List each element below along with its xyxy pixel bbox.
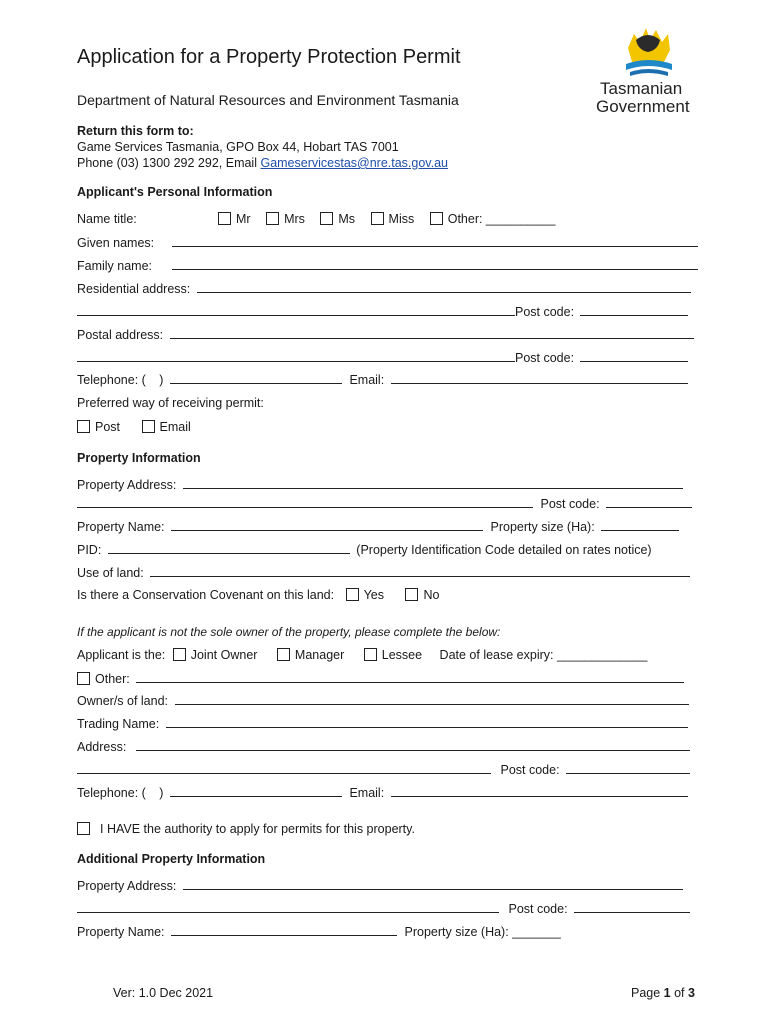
role-lessee-option[interactable] — [364, 648, 422, 662]
use-of-land-row — [77, 565, 690, 580]
page-prefix: Page — [631, 986, 664, 1000]
role-joint-owner-checkbox[interactable] — [173, 648, 186, 661]
owner-postcode-label: Post code: — [500, 763, 560, 777]
title-mrs-option[interactable] — [266, 212, 305, 226]
title-mrs-checkbox[interactable] — [266, 212, 279, 225]
role-other-field[interactable] — [136, 671, 684, 683]
authority-checkbox[interactable] — [77, 822, 90, 835]
residential-address-field[interactable] — [197, 281, 691, 293]
postal-postcode-label: Post code: — [515, 351, 575, 365]
page-current: 1 — [663, 986, 671, 1000]
department-name: Department of Natural Resources and Environment Tasmania — [77, 92, 459, 108]
pid-label: PID: — [77, 543, 102, 557]
owner-address-line2-field[interactable] — [77, 762, 491, 774]
role-joint-owner-label: Joint Owner — [190, 648, 258, 662]
postal-address-line2-field[interactable] — [77, 350, 515, 362]
covenant-no-label: No — [423, 588, 440, 602]
property-name-row — [77, 519, 679, 534]
additional-size-label: Property size (Ha): _______ — [404, 925, 561, 939]
preferred-permit-label: Preferred way of receiving permit: — [77, 396, 264, 410]
postal-postcode-row — [77, 350, 688, 365]
owner-telephone-label: Telephone: ( — [77, 786, 146, 800]
additional-address-line2-field[interactable] — [77, 901, 499, 913]
given-names-row — [77, 235, 698, 250]
property-name-field[interactable] — [171, 519, 483, 531]
role-manager-option[interactable] — [277, 648, 344, 662]
owners-field[interactable] — [175, 693, 689, 705]
receive-post-option[interactable] — [77, 420, 120, 434]
title-ms-checkbox[interactable] — [320, 212, 333, 225]
property-address-field[interactable] — [183, 477, 683, 489]
authority-row — [77, 822, 415, 836]
role-lessee-checkbox[interactable] — [364, 648, 377, 661]
pid-note: (Property Identification Code detailed on rates notice) — [356, 543, 652, 557]
owner-telephone-row — [77, 785, 688, 800]
property-postcode-row — [77, 496, 692, 511]
role-other-row — [77, 671, 684, 686]
title-miss-checkbox[interactable] — [371, 212, 384, 225]
title-miss-option[interactable] — [371, 212, 415, 226]
title-ms-label: Ms — [338, 212, 356, 226]
telephone-label: Telephone: ( — [77, 373, 146, 387]
owner-postcode-field[interactable] — [566, 762, 690, 774]
title-other-label: Other: __________ — [447, 212, 556, 226]
title-miss-label: Miss — [388, 212, 415, 226]
section-heading-personal: Applicant's Personal Information — [77, 185, 273, 199]
name-title-label: Name title: — [77, 212, 137, 226]
name-title-options — [218, 212, 567, 226]
covenant-yes-checkbox[interactable] — [346, 588, 359, 601]
residential-address-row — [77, 281, 691, 296]
telephone-field[interactable] — [170, 372, 342, 384]
footer-page-number — [631, 986, 695, 1000]
title-mr-label: Mr — [236, 212, 251, 226]
family-name-label: Family name: — [77, 259, 153, 273]
family-name-row — [77, 258, 698, 273]
owner-email-field[interactable] — [391, 785, 688, 797]
authority-label: I HAVE the authority to apply for permits for this property. — [100, 822, 415, 836]
postal-address-field[interactable] — [170, 327, 694, 339]
owner-note: If the applicant is not the sole owner of the property, please complete the below: — [77, 625, 501, 639]
tasmanian-devil-logo-icon — [618, 20, 678, 80]
given-names-field[interactable] — [172, 235, 698, 247]
receive-post-label: Post — [95, 420, 121, 434]
property-postcode-field[interactable] — [606, 496, 692, 508]
role-lessee-label: Lessee — [381, 648, 423, 662]
return-heading: Return this form to: — [77, 124, 194, 138]
additional-postcode-field[interactable] — [574, 901, 690, 913]
page-total: 3 — [688, 986, 695, 1000]
email-label: Email: — [349, 373, 385, 387]
use-of-land-field[interactable] — [150, 565, 690, 577]
covenant-yes-label: Yes — [363, 588, 384, 602]
residential-address-label: Residential address: — [77, 282, 191, 296]
telephone-row — [77, 372, 688, 387]
owner-email-label: Email: — [349, 786, 385, 800]
residential-postcode-label: Post code: — [515, 305, 575, 319]
use-of-land-label: Use of land: — [77, 566, 144, 580]
return-phone — [77, 156, 448, 170]
tasmanian-government-logo — [596, 20, 706, 120]
additional-name-row — [77, 924, 561, 939]
property-size-label: Property size (Ha): — [490, 520, 595, 534]
owner-address-row — [77, 739, 690, 754]
additional-address-field[interactable] — [183, 878, 683, 890]
property-address-label: Property Address: — [77, 478, 177, 492]
family-name-field[interactable] — [172, 258, 698, 270]
role-other-checkbox[interactable] — [77, 672, 90, 685]
receive-options — [77, 420, 203, 434]
property-name-label: Property Name: — [77, 520, 165, 534]
section-heading-property: Property Information — [77, 451, 201, 465]
footer-version: Ver: 1.0 Dec 2021 — [113, 986, 214, 1000]
title-other-checkbox[interactable] — [430, 212, 443, 225]
title-other-option[interactable] — [430, 212, 556, 226]
section-heading-additional: Additional Property Information — [77, 852, 266, 866]
title-mrs-label: Mrs — [284, 212, 305, 226]
owner-address-field[interactable] — [136, 739, 690, 751]
pid-field[interactable] — [108, 542, 350, 554]
role-manager-checkbox[interactable] — [277, 648, 290, 661]
postal-address-label: Postal address: — [77, 328, 164, 342]
logo-text-line1: Tasmanian — [600, 79, 683, 98]
title-mr-checkbox[interactable] — [218, 212, 231, 225]
return-address: Game Services Tasmania, GPO Box 44, Hobart TAS 7001 — [77, 140, 399, 154]
additional-postcode-label: Post code: — [508, 902, 568, 916]
residential-postcode-row — [77, 304, 688, 319]
trading-name-row — [77, 716, 688, 731]
trading-name-label: Trading Name: — [77, 717, 160, 731]
email-field[interactable] — [391, 372, 688, 384]
receive-email-checkbox[interactable] — [142, 420, 155, 433]
page-of: of — [670, 986, 688, 1000]
residential-postcode-field[interactable] — [580, 304, 688, 316]
property-address-line2-field[interactable] — [77, 496, 533, 508]
property-postcode-label: Post code: — [540, 497, 600, 511]
telephone-paren: ) — [159, 373, 164, 387]
covenant-no-checkbox[interactable] — [405, 588, 418, 601]
receive-post-checkbox[interactable] — [77, 420, 90, 433]
additional-postcode-row — [77, 901, 690, 916]
postal-postcode-field[interactable] — [580, 350, 688, 362]
owners-row — [77, 693, 689, 708]
role-joint-owner-option[interactable] — [173, 648, 258, 662]
additional-address-label: Property Address: — [77, 879, 177, 893]
owners-label: Owner/s of land: — [77, 694, 169, 708]
logo-text-line2: Government — [596, 97, 690, 116]
receive-email-label: Email — [159, 420, 191, 434]
additional-name-field[interactable] — [171, 924, 397, 936]
covenant-row — [77, 588, 451, 602]
role-manager-label: Manager — [294, 648, 345, 662]
property-size-field[interactable] — [601, 519, 679, 531]
return-phone-text: Phone (03) 1300 292 292, Email — [77, 156, 261, 170]
title-ms-option[interactable] — [320, 212, 355, 226]
additional-name-label: Property Name: — [77, 925, 165, 939]
covenant-yes-option[interactable] — [346, 588, 384, 602]
owner-telephone-paren: ) — [159, 786, 164, 800]
property-address-row — [77, 477, 683, 492]
receive-email-option[interactable] — [142, 420, 191, 434]
additional-address-row — [77, 878, 683, 893]
given-names-label: Given names: — [77, 236, 155, 250]
page-title: Application for a Property Protection Permit — [77, 46, 461, 68]
pid-row — [77, 542, 652, 557]
owner-telephone-field[interactable] — [170, 785, 342, 797]
applicant-role-row — [77, 648, 647, 662]
return-email-link[interactable]: Gameservicestas@nre.tas.gov.au — [260, 156, 449, 170]
trading-name-field[interactable] — [166, 716, 688, 728]
owner-postcode-row — [77, 762, 690, 777]
owner-address-label: Address: — [77, 740, 127, 754]
postal-address-row — [77, 327, 694, 342]
residential-address-line2-field[interactable] — [77, 304, 515, 316]
covenant-no-option[interactable] — [405, 588, 439, 602]
covenant-label: Is there a Conservation Covenant on this land: — [77, 588, 335, 602]
lease-expiry-label: Date of lease expiry: _____________ — [439, 648, 648, 662]
applicant-is-label: Applicant is the: — [77, 648, 166, 662]
role-other-label: Other: — [95, 672, 130, 686]
title-mr-option[interactable] — [218, 212, 251, 226]
